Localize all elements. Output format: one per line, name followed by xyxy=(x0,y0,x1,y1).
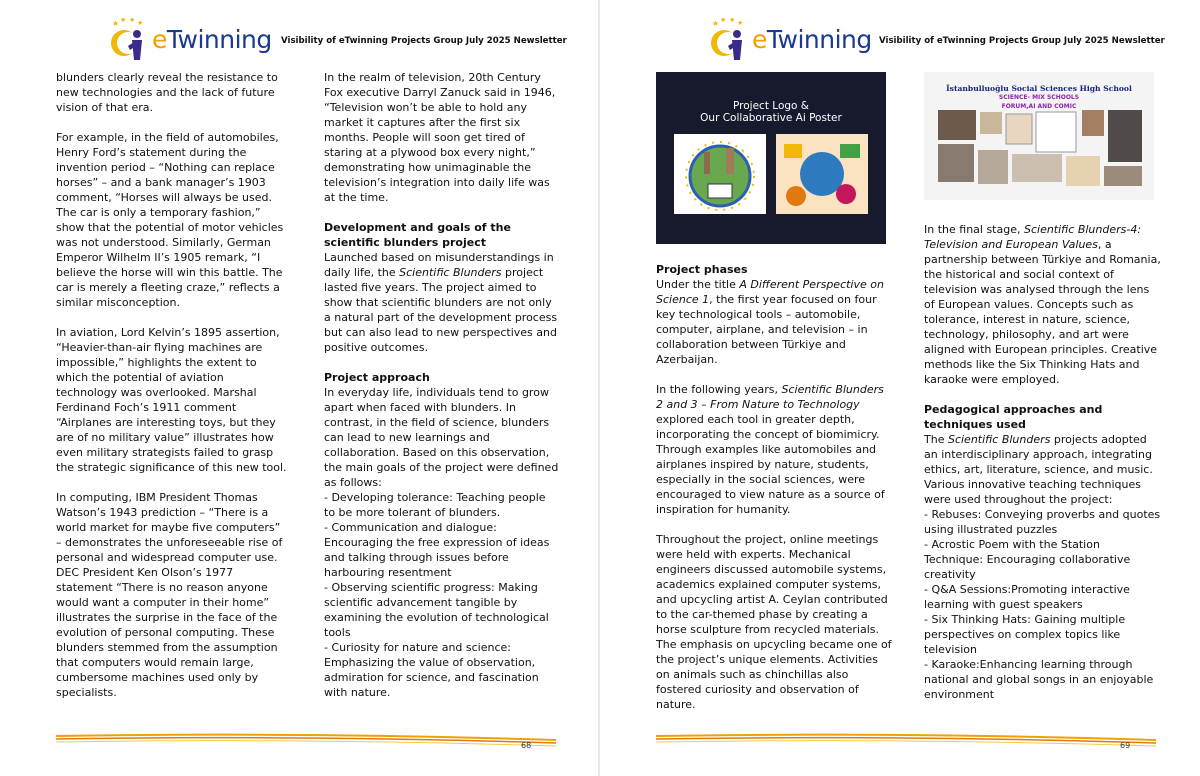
collage-title: İstanbulluoğlu Social Sciences High School xyxy=(946,84,1132,93)
etwinning-wordmark: eTwinning xyxy=(152,25,272,54)
svg-text:★: ★ xyxy=(129,16,136,24)
ai-poster-image xyxy=(776,134,868,214)
svg-text:★: ★ xyxy=(120,16,127,24)
project-logo-image xyxy=(674,134,766,214)
right-column-2 xyxy=(924,222,1162,702)
paragraph: Project approach In everyday life, individuals tend to grow apart when faced with blunders. In contrast, in the field of science, blunders can lead to new learnings and collaboration. Based on this observation, the main goals of the project were defined as follows: - Developing tolerance: Teaching people to be more tolerant of blunders. - Communication and dialogue: Encouraging the free expression of ideas and talking through issues before harbouring resentment - Observing scientific progress: Making scientific advancement tangible by examining the evolution of technological tools - Curiosity for nature and science: Emphasizing the value of observation, admiration for science, and fascination with nature. xyxy=(324,371,559,699)
left-column-2 xyxy=(324,70,560,700)
list-item: - Rebuses: Conveying proverbs and quotes using illustrated puzzles xyxy=(924,508,1161,536)
section-heading: Project phases xyxy=(656,263,748,276)
paragraph: In the following years, Scientific Blunders 2 and 3 – From Nature to Technology explored each tool in greater depth, incorporating the concept of biomimicry. Through examples like automobiles and airplanes inspired by nature, students, especially in the social sciences, were encouraged to view nature as a source of inspiration for humanity. xyxy=(656,383,885,516)
svg-text:★: ★ xyxy=(737,19,744,27)
collage-subtitle: SCIENCE- MIX SCHOOLS xyxy=(998,94,1080,101)
list-item: - Communication and dialogue: Encouraging the free expression of ideas and talking through issues before harbouring resentment xyxy=(324,521,550,579)
svg-text:★: ★ xyxy=(720,16,727,24)
etwinning-emblem-icon xyxy=(104,16,154,66)
list-item: - Acrostic Poem with the Station Technique: Encouraging collaborative creativity xyxy=(924,538,1131,581)
footer-decoration xyxy=(56,730,556,752)
page-number: 68 xyxy=(521,741,532,750)
list-item: - Karaoke:Enhancing learning through national and global songs in an enjoyable environment xyxy=(924,658,1154,701)
page-right xyxy=(600,0,1200,776)
etwinning-logo xyxy=(704,16,876,66)
collage-subtitle: FORUM,AI AND COMIC xyxy=(1001,103,1077,110)
list-item: - Six Thinking Hats: Gaining multiple perspectives on complex topics like television xyxy=(924,613,1126,656)
paragraph: Project phases Under the title A Different Perspective on Science 1, the first year focused on four key technological tools – automobile, computer, airplane, and television – in collaboration between Türkiye and Azerbaijan. xyxy=(656,262,892,367)
etwinning-wordmark: eTwinning xyxy=(752,25,872,54)
paragraph: In the final stage, Scientific Blunders-4: Television and European Values, a partnership between Türkiye and Romania, the historical and social context of television was analysed through the lens of European values. Concepts such as tolerance, interest in nature, science, technology, philosophy, and art were aligned with European principles. Creative methods like the Six Thinking Hats and karaoke were employed. xyxy=(924,223,1161,386)
paragraph: In aviation, Lord Kelvin’s 1895 assertion, “Heavier-than-air flying machines are impossible,” highlights the extent to which the potential of aviation technology was overlooked. Marshal Ferdinand Foch’s 1911 comment “Airplanes are interesting toys, but they are of no military value” illustrates how even military strategists failed to grasp the strategic significance of this new tool. xyxy=(56,326,287,474)
list-item: - Q&A Sessions:Promoting interactive learning with guest speakers xyxy=(924,583,1130,611)
paragraph: In the realm of television, 20th Century Fox executive Darryl Zanuck said in 1946, “Television won’t be able to hold any market it captures after the first six months. People will soon get tired of staring at a plywood box every night,” demonstrating how unimaginable the television’s integration into daily life was at the time. xyxy=(324,71,556,204)
newsletter-title: Visibility of eTwinning Projects Group July 2025 Newsletter xyxy=(281,36,567,46)
list-item: - Developing tolerance: Teaching people to be more tolerant of blunders. xyxy=(324,491,546,519)
svg-text:★: ★ xyxy=(137,19,144,27)
section-heading: Project approach xyxy=(324,371,430,384)
etwinning-logo xyxy=(104,16,276,66)
newsletter-title: Visibility of eTwinning Projects Group July 2025 Newsletter xyxy=(879,36,1165,46)
footer-decoration xyxy=(656,730,1156,752)
svg-text:★: ★ xyxy=(729,16,736,24)
section-heading: Pedagogical approaches and techniques used xyxy=(924,403,1103,431)
list-item: - Curiosity for nature and science: Emphasizing the value of observation, admiration for science, and fascination with nature. xyxy=(324,641,539,699)
svg-text:★: ★ xyxy=(712,19,720,28)
paragraph: In computing, IBM President Thomas Watson’s 1943 prediction – “There is a world market for maybe five computers” – demonstrates the unforeseeable rise of personal and widespread computer use. DEC President Ken Olson’s 1977 statement “There is no reason anyone would want a computer in their home” illustrates the surprise in the face of the evolution of personal computing. These blunders stemmed from the assumption that computers would remain large, cumbersome machines used only by specialists. xyxy=(56,491,283,699)
right-column-1 xyxy=(656,262,892,727)
paragraph: Pedagogical approaches and techniques used The Scientific Blunders projects adopted an interdisciplinary approach, integrating ethics, art, literature, science, and music. Various innovative teaching techniques were used throughout the project: - Rebuses: Conveying proverbs and quotes using illustrated puzzles - Acrostic Poem with the Station Technique: Encouraging collaborative creativity - Q&A Sessions:Promoting interactive learning with guest speakers - Six Thinking Hats: Gaining multiple perspectives on complex topics like television - Karaoke:Enhancing learning through national and global songs in an enjoyable environment xyxy=(924,403,1161,701)
section-heading: Development and goals of the scientific blunders project xyxy=(324,221,511,249)
paragraph: For example, in the field of automobiles, Henry Ford’s statement during the invention period – “Nothing can replace horses” – and a bank manager’s 1903 comment, “Horses will always be used. The car is only a temporary fashion,” show that the potential of motor vehicles was not understood. Similarly, German Emperor Wilhelm II’s 1905 remark, “I believe the horse will win this battle. The car is merely a fleeting craze,” reflects a similar misconception. xyxy=(56,131,284,309)
paragraph: blunders clearly reveal the resistance to new technologies and the lack of future vision of that era. xyxy=(56,71,278,114)
left-column-1 xyxy=(56,70,288,715)
list-item: - Observing scientific progress: Making scientific advancement tangible by examining the evolution of technological tools xyxy=(324,581,549,639)
page-number: 69 xyxy=(1120,741,1131,750)
svg-text:★: ★ xyxy=(112,19,120,28)
poster-caption: Project Logo & Our Collaborative Ai Poster xyxy=(700,100,842,124)
paragraph: Development and goals of the scientific blunders project Launched based on misunderstandings in daily life, the Scientific Blunders project lasted five years. The project aimed to show that scientific blunders are not only a natural part of the development process but can also lead to new perspectives and positive outcomes. xyxy=(324,220,560,355)
page-left xyxy=(0,0,598,776)
project-poster-image xyxy=(656,72,886,244)
school-collage-image xyxy=(924,72,1154,200)
paragraph: Throughout the project, online meetings were held with experts. Mechanical engineers discussed automobile systems, academics explained computer systems, and upcycling artist A. Ceylan contributed to the car-themed phase by creating a horse sculpture from recycled materials. The emphasis on upcycling became one of the project’s unique elements. Activities on animals such as chinchillas also fostered curiosity and observation of nature. xyxy=(656,533,892,711)
etwinning-emblem-icon xyxy=(704,16,754,66)
